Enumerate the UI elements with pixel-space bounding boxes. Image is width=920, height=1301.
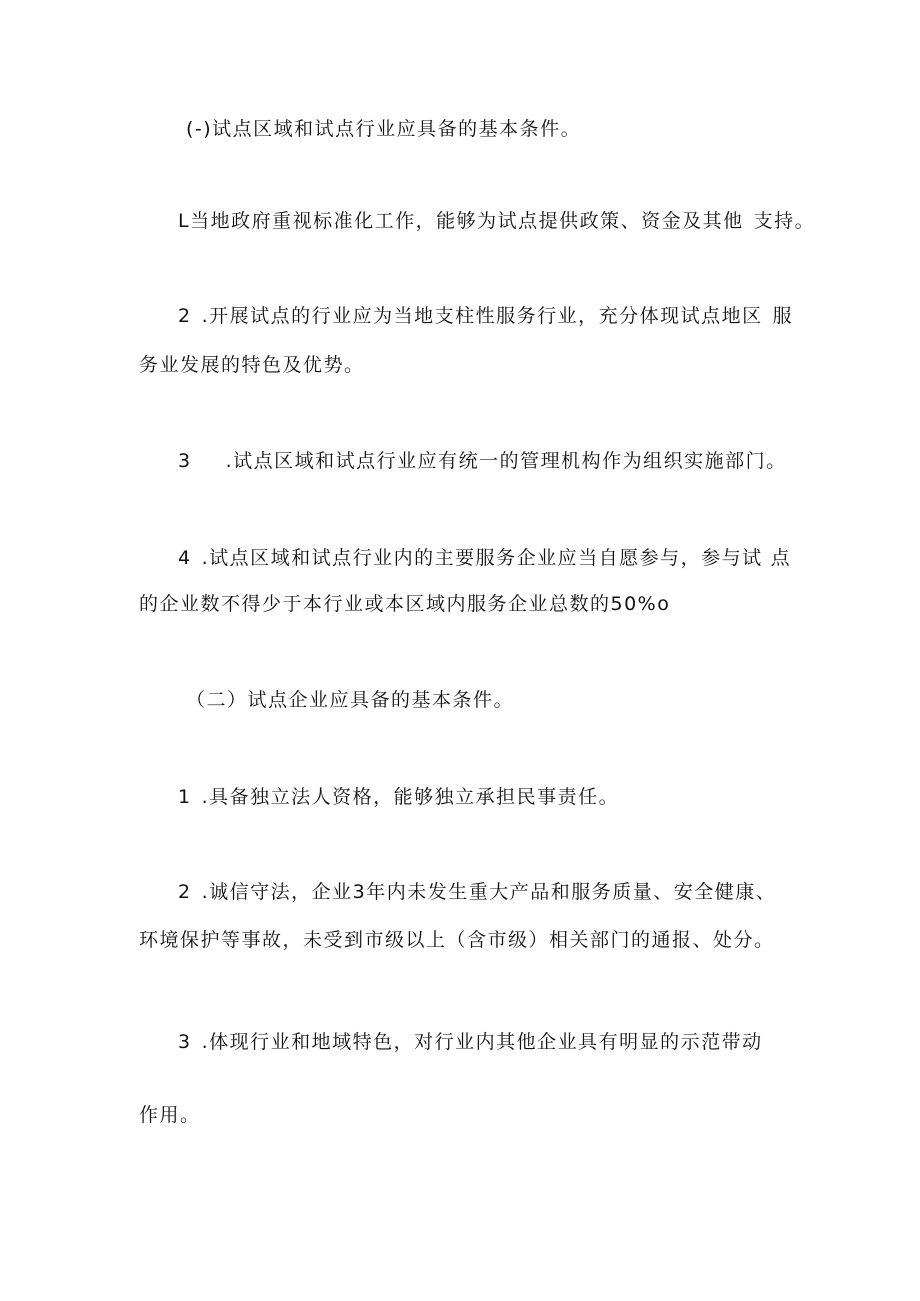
list-item-2-2 [178, 880, 776, 904]
item-text: .具备独立法人资格，能够独立承担民事责任。 [201, 786, 620, 808]
item-number: 3 [178, 450, 192, 472]
item-text-line1: .开展试点的行业应为当地支柱性服务行业，充分体现试点地区 [201, 305, 763, 327]
item-text-tail: 支持。 [753, 210, 816, 232]
item-text: .试点区域和试点行业应有统一的管理机构作为组织实施部门。 [225, 450, 787, 472]
section-heading-1 [186, 117, 581, 141]
item-number: 2 [178, 881, 192, 903]
item-text-line1: .试点区域和试点行业内的主要服务企业应当自愿参与，参与试 [201, 547, 763, 569]
item-text-line2: 环境保护等事故，未受到市级以上（含市级）相关部门的通报、处分。 [139, 929, 775, 951]
item-number: 3 [178, 1031, 192, 1053]
item-number: 2 [178, 305, 192, 327]
list-item-1-2-continuation [139, 353, 365, 377]
section-heading-1-text: (-)试点区域和试点行业应具备的基本条件。 [186, 118, 582, 140]
item-number: 4 [178, 547, 192, 569]
item-text: 当地政府重视标准化工作，能够为试点提供政策、资金及其他 [190, 210, 744, 232]
section-heading-2 [186, 688, 514, 712]
item-number: 1 [178, 786, 192, 808]
item-number: L [178, 210, 191, 232]
list-item-2-2-continuation [139, 928, 775, 952]
list-item-1-4-continuation [139, 592, 670, 616]
item-text-line2: 作用。 [139, 1104, 201, 1126]
list-item-2-3 [178, 1030, 763, 1054]
list-item-1-3 [178, 449, 787, 473]
item-text-line2: 务业发展的特色及优势。 [139, 354, 365, 376]
item-text-line1-tail: 点 [770, 547, 792, 569]
item-text-line2: 的企业数不得少于本行业或本区域内服务企业总数的50%o [139, 593, 671, 615]
list-item-2-1 [178, 785, 619, 809]
item-text-line1: .诚信守法，企业3年内未发生重大产品和服务质量、安全健康、 [201, 881, 777, 903]
item-text-line1-tail: 服 [772, 305, 794, 327]
section-heading-2-text: （二）试点企业应具备的基本条件。 [186, 689, 515, 711]
list-item-2-3-continuation [139, 1103, 201, 1127]
list-item-1-4 [178, 546, 791, 570]
list-item-1-2 [178, 304, 793, 328]
list-item-1-1 [178, 209, 815, 233]
item-text-line1: .体现行业和地域特色，对行业内其他企业具有明显的示范带动 [201, 1031, 763, 1053]
